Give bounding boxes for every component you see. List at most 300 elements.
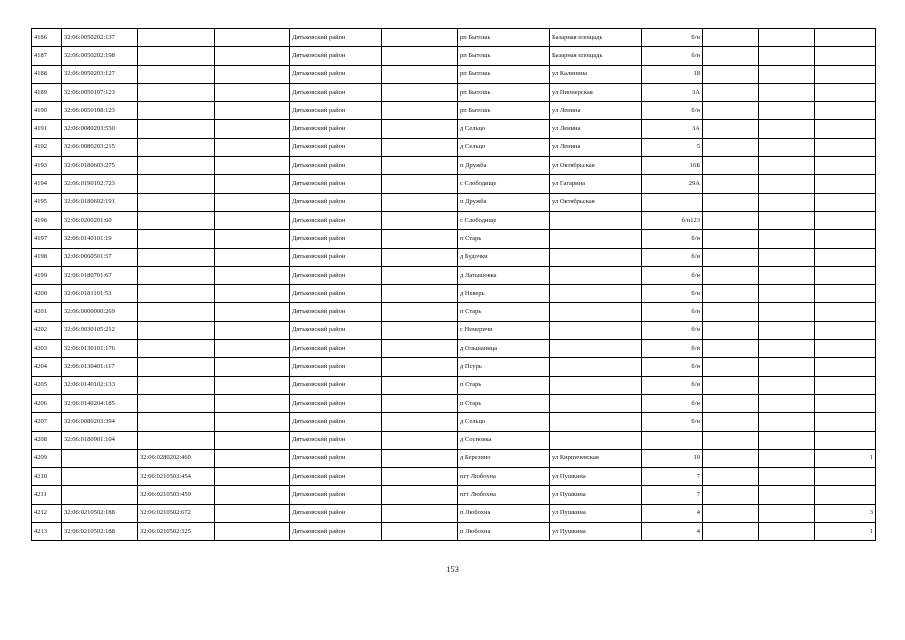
row-number-cell: 4189 [32,83,62,101]
cadastral-number-cell [62,449,138,467]
empty-cell [215,358,290,376]
row-number-cell: 4203 [32,340,62,358]
empty-cell [703,102,759,120]
empty-cell [215,83,290,101]
cadastral-number-cell: 32:06:0050203:127 [62,65,138,83]
empty-cell [382,376,458,394]
cadastral-number-2-cell [138,376,215,394]
empty-cell [759,358,815,376]
empty-cell [703,486,759,504]
page-number: 153 [446,564,459,574]
empty-cell [382,504,458,522]
empty-cell [703,211,759,229]
row-number-cell: 4196 [32,211,62,229]
cadastral-number-cell: 32:06:0180603:275 [62,157,138,175]
cadastral-number-cell: 32:06:0140102:133 [62,376,138,394]
table-row [32,266,876,284]
house-cell: б/н [642,321,703,339]
count-cell [815,230,876,248]
count-cell [815,83,876,101]
row-number-cell: 4190 [32,102,62,120]
house-cell: 3А [642,83,703,101]
empty-cell [382,468,458,486]
empty-cell [215,431,290,449]
cadastral-number-cell: 32:06:0181101:53 [62,285,138,303]
street-cell: ул Калинина [550,65,642,83]
locality-cell: п Любохна [458,504,550,522]
house-cell: б/н [642,266,703,284]
cadastral-number-cell: 32:06:0130101:176 [62,340,138,358]
empty-cell [215,175,290,193]
region-cell: Дятьковский район [290,468,382,486]
cadastral-number-cell: 32:06:0210502:188 [62,523,138,541]
house-cell: б/н [642,340,703,358]
locality-cell: д Ольшаница [458,340,550,358]
empty-cell [759,193,815,211]
count-cell [815,157,876,175]
cadastral-number-cell: 32:06:0050202:198 [62,47,138,65]
house-cell: 29А [642,175,703,193]
empty-cell [382,394,458,412]
empty-cell [215,468,290,486]
cadastral-number-2-cell [138,394,215,412]
cadastral-number-cell: 32:06:0050108:123 [62,102,138,120]
locality-cell: д Неверь [458,285,550,303]
locality-cell: д Сельцо [458,413,550,431]
cadastral-number-2-cell [138,83,215,101]
row-number-cell: 4188 [32,65,62,83]
locality-cell: с Слободище [458,211,550,229]
locality-cell: рп Бытошь [458,65,550,83]
locality-cell: д Березино [458,449,550,467]
street-cell: ул Пионерская [550,83,642,101]
empty-cell [703,47,759,65]
region-cell: Дятьковский район [290,230,382,248]
cadastral-number-2-cell [138,266,215,284]
region-cell: Дятьковский район [290,211,382,229]
house-cell: 7 [642,468,703,486]
region-cell: Дятьковский район [290,47,382,65]
count-cell [815,340,876,358]
region-cell: Дятьковский район [290,157,382,175]
count-cell [815,248,876,266]
empty-cell [759,157,815,175]
empty-cell [382,211,458,229]
table-body [32,29,876,541]
empty-cell [382,340,458,358]
house-cell: б/н [642,230,703,248]
region-cell: Дятьковский район [290,321,382,339]
street-cell: ул Октябрьская [550,193,642,211]
empty-cell [215,29,290,47]
empty-cell [759,376,815,394]
street-cell [550,394,642,412]
table-row [32,211,876,229]
cadastral-number-cell: 32:06:0200201:60 [62,211,138,229]
empty-cell [382,193,458,211]
street-cell [550,321,642,339]
empty-cell [382,29,458,47]
count-cell [815,138,876,156]
empty-cell [215,102,290,120]
row-number-cell: 4186 [32,29,62,47]
count-cell [815,211,876,229]
empty-cell [759,120,815,138]
empty-cell [382,449,458,467]
locality-cell: д Сосновка [458,431,550,449]
house-cell: б/н [642,394,703,412]
empty-cell [759,230,815,248]
table-row [32,523,876,541]
row-number-cell: 4191 [32,120,62,138]
street-cell: ул Пушкина [550,504,642,522]
empty-cell [703,394,759,412]
count-cell [815,394,876,412]
empty-cell [759,175,815,193]
street-cell: ул Пушкина [550,523,642,541]
cadastral-number-cell: 32:06:0190102:723 [62,175,138,193]
row-number-cell: 4198 [32,248,62,266]
empty-cell [703,193,759,211]
table-row [32,504,876,522]
region-cell: Дятьковский район [290,138,382,156]
row-number-cell: 4211 [32,486,62,504]
empty-cell [759,138,815,156]
street-cell: ул Ленина [550,138,642,156]
locality-cell: рп Бытошь [458,102,550,120]
cadastral-number-2-cell [138,47,215,65]
table-row [32,120,876,138]
locality-cell: п Дружба [458,193,550,211]
empty-cell [382,266,458,284]
house-cell [642,431,703,449]
region-cell: Дятьковский район [290,102,382,120]
empty-cell [215,303,290,321]
empty-cell [759,248,815,266]
empty-cell [703,230,759,248]
empty-cell [703,413,759,431]
table-row [32,83,876,101]
register-table [31,28,876,541]
empty-cell [759,431,815,449]
house-cell: б/н [642,47,703,65]
count-cell [815,175,876,193]
table-row [32,285,876,303]
locality-cell: д Сельцо [458,120,550,138]
empty-cell [215,120,290,138]
house-cell: б/н [642,303,703,321]
table-row [32,321,876,339]
house-cell: 3А [642,120,703,138]
cadastral-number-cell: 32:06:0050107:123 [62,83,138,101]
empty-cell [382,230,458,248]
cadastral-number-2-cell: 32:06:0210503:459 [138,486,215,504]
empty-cell [703,157,759,175]
row-number-cell: 4205 [32,376,62,394]
locality-cell: пгт Любохна [458,486,550,504]
empty-cell [703,376,759,394]
street-cell: ул Кирпичевская [550,449,642,467]
empty-cell [703,65,759,83]
region-cell: Дятьковский район [290,486,382,504]
cadastral-number-2-cell: 32:06:0210502:672 [138,504,215,522]
region-cell: Дятьковский район [290,83,382,101]
locality-cell: п Старь [458,376,550,394]
region-cell: Дятьковский район [290,248,382,266]
count-cell [815,102,876,120]
region-cell: Дятьковский район [290,358,382,376]
empty-cell [703,321,759,339]
locality-cell: д Латышовка [458,266,550,284]
street-cell: ул Пушкина [550,468,642,486]
table-row [32,230,876,248]
count-cell [815,29,876,47]
empty-cell [382,303,458,321]
empty-cell [759,29,815,47]
count-cell [815,468,876,486]
locality-cell: рп Бытошь [458,83,550,101]
empty-cell [703,248,759,266]
table-row [32,193,876,211]
cadastral-number-2-cell [138,175,215,193]
empty-cell [215,266,290,284]
cadastral-number-2-cell: 32:06:0280202:460 [138,449,215,467]
empty-cell [382,65,458,83]
count-cell [815,321,876,339]
region-cell: Дятьковский район [290,120,382,138]
street-cell [550,376,642,394]
row-number-cell: 4208 [32,431,62,449]
region-cell: Дятьковский район [290,29,382,47]
house-cell: б/н [642,102,703,120]
street-cell [550,230,642,248]
region-cell: Дятьковский район [290,504,382,522]
empty-cell [759,504,815,522]
table-row [32,413,876,431]
table-row [32,468,876,486]
street-cell [550,248,642,266]
cadastral-number-cell [62,468,138,486]
table-row [32,376,876,394]
house-cell: 7 [642,486,703,504]
cadastral-number-2-cell [138,340,215,358]
empty-cell [382,431,458,449]
empty-cell [382,83,458,101]
table-row [32,340,876,358]
count-cell [815,285,876,303]
empty-cell [759,321,815,339]
cadastral-number-cell: 32:06:0080203:215 [62,138,138,156]
table-row [32,486,876,504]
house-cell: б/н [642,29,703,47]
row-number-cell: 4200 [32,285,62,303]
row-number-cell: 4207 [32,413,62,431]
empty-cell [703,340,759,358]
row-number-cell: 4209 [32,449,62,467]
locality-cell: рп Бытошь [458,47,550,65]
row-number-cell: 4210 [32,468,62,486]
empty-cell [215,248,290,266]
empty-cell [759,523,815,541]
region-cell: Дятьковский район [290,376,382,394]
cadastral-number-cell: 32:06:0030105:212 [62,321,138,339]
cadastral-number-2-cell [138,248,215,266]
cadastral-number-cell: 32:06:0140101:19 [62,230,138,248]
empty-cell [703,285,759,303]
locality-cell: п Любохна [458,523,550,541]
locality-cell: п Старь [458,303,550,321]
region-cell: Дятьковский район [290,193,382,211]
empty-cell [215,486,290,504]
empty-cell [382,248,458,266]
cadastral-number-2-cell [138,120,215,138]
row-number-cell: 4204 [32,358,62,376]
empty-cell [759,394,815,412]
cadastral-number-2-cell [138,303,215,321]
cadastral-number-2-cell [138,321,215,339]
house-cell: 5 [642,138,703,156]
row-number-cell: 4197 [32,230,62,248]
cadastral-number-cell: 32:06:0210502:188 [62,504,138,522]
empty-cell [215,157,290,175]
street-cell: ул Ленина [550,120,642,138]
table-row [32,449,876,467]
street-cell: ул Октябрьская [550,157,642,175]
street-cell [550,340,642,358]
street-cell [550,266,642,284]
empty-cell [759,449,815,467]
house-cell: б/н [642,376,703,394]
cadastral-number-cell: 32:06:0050202:137 [62,29,138,47]
empty-cell [759,211,815,229]
cadastral-number-cell: 32:06:0180701:67 [62,266,138,284]
empty-cell [215,230,290,248]
street-cell [550,413,642,431]
cadastral-number-2-cell [138,138,215,156]
empty-cell [215,65,290,83]
cadastral-number-2-cell [138,29,215,47]
empty-cell [382,120,458,138]
house-cell: 4 [642,523,703,541]
count-cell [815,47,876,65]
table-row [32,29,876,47]
locality-cell: с Немеричи [458,321,550,339]
empty-cell [759,486,815,504]
empty-cell [703,175,759,193]
table-row [32,47,876,65]
region-cell: Дятьковский район [290,266,382,284]
empty-cell [703,120,759,138]
cadastral-number-cell: 32:06:0060501:57 [62,248,138,266]
empty-cell [703,303,759,321]
empty-cell [382,413,458,431]
cadastral-number-cell: 32:06:0180602:191 [62,193,138,211]
count-cell [815,193,876,211]
region-cell: Дятьковский район [290,394,382,412]
empty-cell [759,65,815,83]
count-cell [815,376,876,394]
empty-cell [759,266,815,284]
house-cell: 18 [642,65,703,83]
locality-cell: п Старь [458,230,550,248]
empty-cell [382,523,458,541]
cadastral-number-2-cell [138,230,215,248]
cadastral-number-2-cell [138,211,215,229]
empty-cell [703,358,759,376]
empty-cell [382,175,458,193]
house-cell: 10 [642,449,703,467]
empty-cell [382,102,458,120]
empty-cell [703,504,759,522]
empty-cell [215,193,290,211]
cadastral-number-cell [62,486,138,504]
empty-cell [215,211,290,229]
empty-cell [703,138,759,156]
empty-cell [759,285,815,303]
empty-cell [382,321,458,339]
row-number-cell: 4202 [32,321,62,339]
count-cell: 1 [815,523,876,541]
street-cell: ул Гагарина [550,175,642,193]
house-cell: 4 [642,504,703,522]
table-row [32,138,876,156]
empty-cell [382,47,458,65]
locality-cell: д Псурь [458,358,550,376]
cadastral-number-2-cell [138,193,215,211]
count-cell: 1 [815,449,876,467]
empty-cell [382,138,458,156]
empty-cell [703,29,759,47]
cadastral-number-2-cell: 32:06:0210503:454 [138,468,215,486]
street-cell [550,303,642,321]
count-cell [815,120,876,138]
empty-cell [215,138,290,156]
street-cell: Базарная площадь [550,47,642,65]
cadastral-number-2-cell [138,413,215,431]
empty-cell [703,266,759,284]
locality-cell: д Сельцо [458,138,550,156]
empty-cell [703,449,759,467]
table-row [32,431,876,449]
table-row [32,175,876,193]
row-number-cell: 4193 [32,157,62,175]
cadastral-number-2-cell: 32:06:0210502:325 [138,523,215,541]
locality-cell: д Будочки [458,248,550,266]
count-cell: 3 [815,504,876,522]
count-cell [815,431,876,449]
house-cell: б/н123 [642,211,703,229]
empty-cell [215,285,290,303]
street-cell: Базарная площадь [550,29,642,47]
row-number-cell: 4212 [32,504,62,522]
cadastral-number-cell: 32:06:0140204:185 [62,394,138,412]
table-row [32,65,876,83]
cadastral-number-2-cell [138,285,215,303]
count-cell [815,413,876,431]
street-cell [550,211,642,229]
empty-cell [759,303,815,321]
cadastral-number-cell: 32:06:0180901:104 [62,431,138,449]
row-number-cell: 4192 [32,138,62,156]
empty-cell [215,504,290,522]
street-cell [550,285,642,303]
empty-cell [215,340,290,358]
table-row [32,358,876,376]
cadastral-number-cell: 32:06:0080203:394 [62,413,138,431]
empty-cell [215,376,290,394]
empty-cell [703,83,759,101]
house-cell: б/н [642,413,703,431]
